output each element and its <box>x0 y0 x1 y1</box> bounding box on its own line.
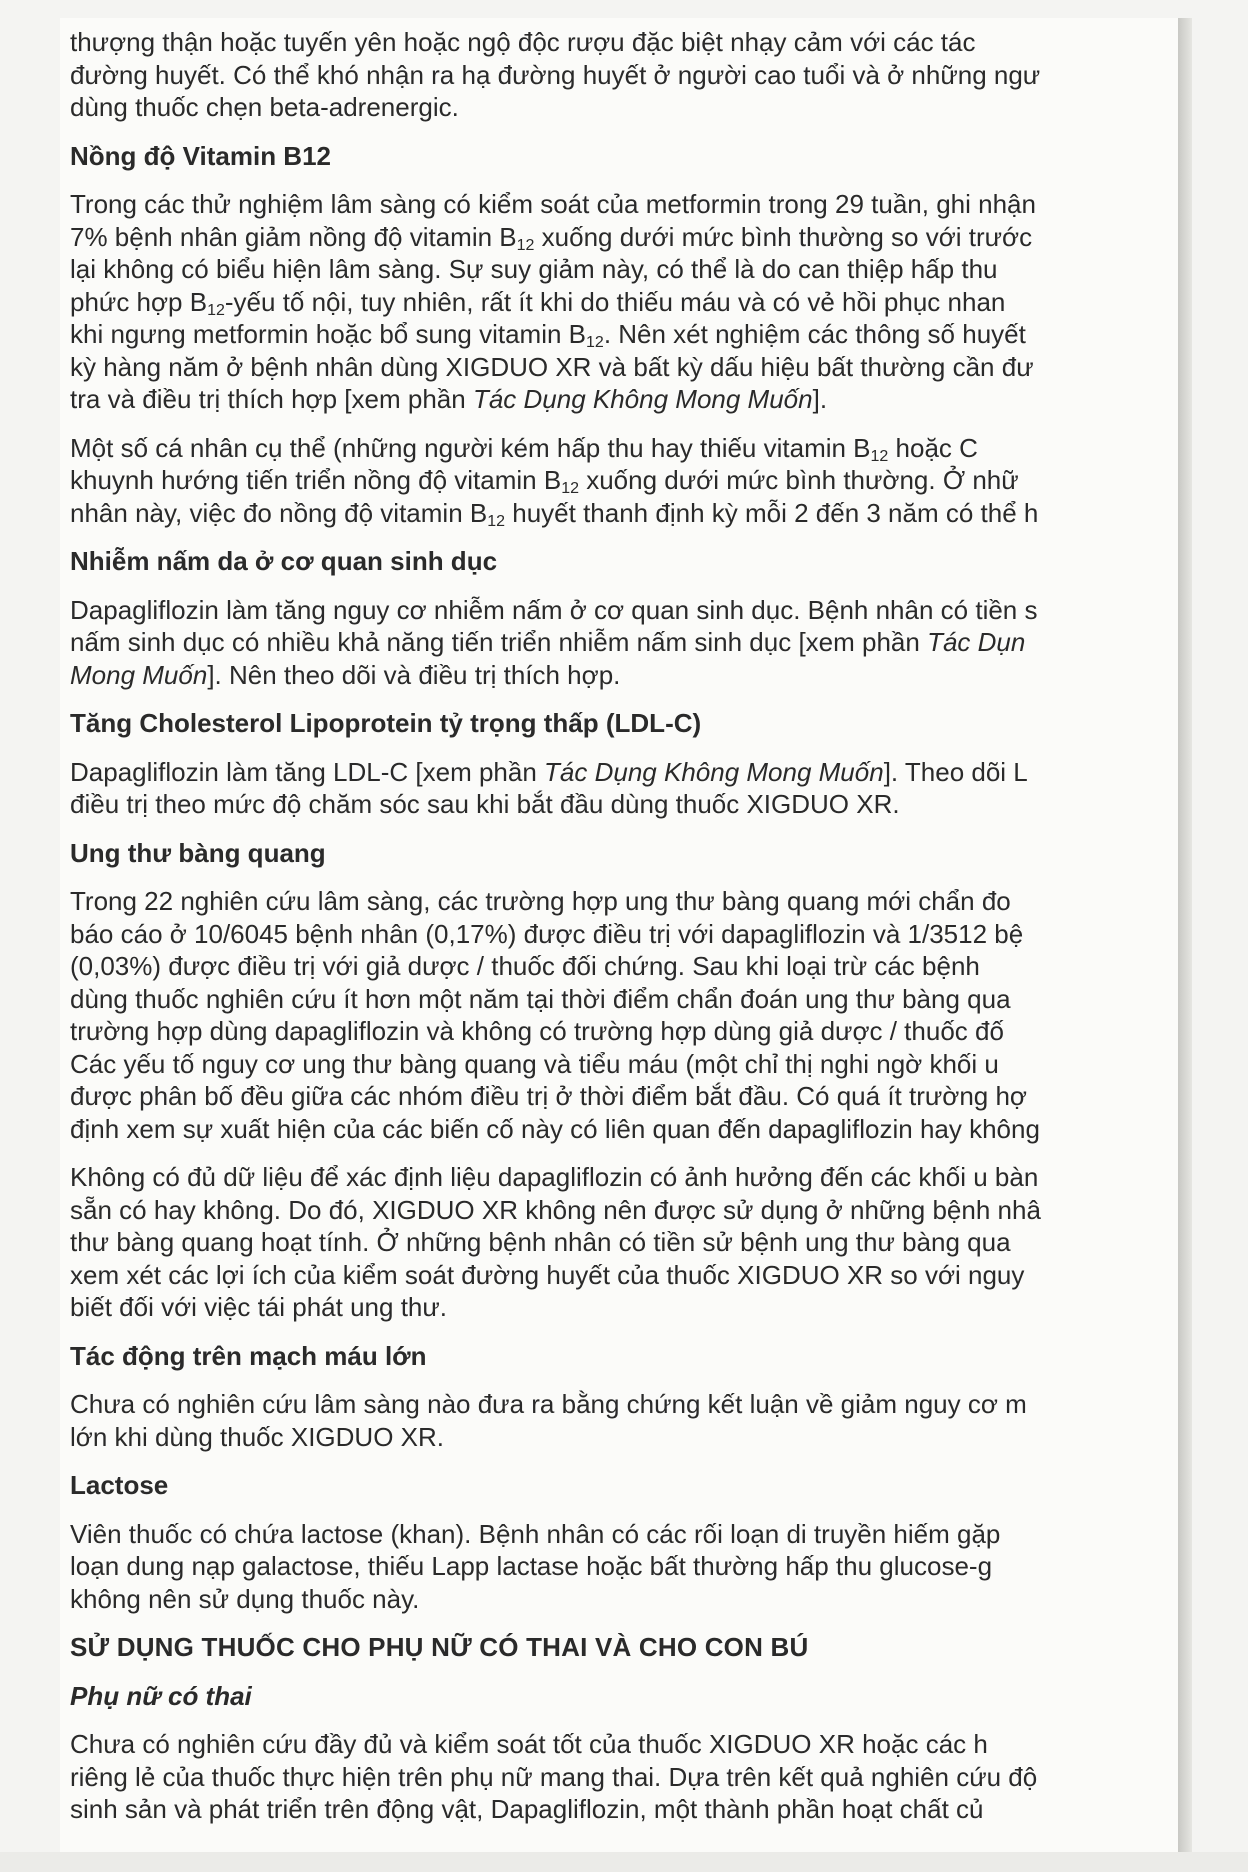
subscript: 12 <box>516 236 535 254</box>
text-line: đường huyết. Có thể khó nhận ra hạ đường huyết ở người cao tuổi và ở những ngư <box>70 59 1041 90</box>
subscript: 12 <box>207 301 225 319</box>
section-heading-pregnancy-lactation: SỬ DỤNG THUỐC CHO PHỤ NỮ CÓ THAI VÀ CHO CON BÚ <box>70 1632 809 1662</box>
page-bottom-margin <box>0 1852 1248 1872</box>
text-line: thượng thận hoặc tuyến yên hoặc ngộ độc rượu đặc biệt nhạy cảm với các tác <box>70 27 976 57</box>
subsection-heading-pregnancy: Phụ nữ có thai <box>70 1680 252 1711</box>
intro-paragraph <box>70 26 1180 124</box>
ldl-c-paragraph <box>70 756 1180 821</box>
section-heading-ldl-c: Tăng Cholesterol Lipoprotein tỷ trọng thấp (LDL-C) <box>70 708 702 738</box>
text-line: dùng thuốc nghiên cứu ít hơn một năm tại thời điểm chẩn đoán ung thư bàng qua <box>70 983 1011 1014</box>
text-fragment: 7% bệnh nhân giảm nồng độ vitamin B <box>70 221 517 252</box>
document-content <box>70 26 1180 1842</box>
section-heading-bladder-cancer: Ung thư bàng quang <box>70 837 326 868</box>
cross-reference: Mong Muốn <box>70 659 208 690</box>
text-fragment: hoặc C <box>888 432 978 463</box>
text-fragment: khi ngưng metformin hoặc bổ sung vitamin B <box>70 319 587 349</box>
text-line: Chưa có nghiên cứu lâm sàng nào đưa ra bằng chứng kết luận về giảm nguy cơ m <box>70 1389 1027 1419</box>
text-fragment: ]. <box>812 384 828 414</box>
text-line: thư bàng quang hoạt tính. Ở những bệnh nhân có tiền sử bệnh ung thư bàng qua <box>70 1227 1011 1257</box>
text-line <box>70 286 1180 319</box>
cross-reference: Tác Dụng Không Mong Muốn <box>544 756 884 787</box>
text-line <box>70 464 1180 497</box>
text-line: điều trị theo mức độ chăm sóc sau khi bắt đầu dùng thuốc XIGDUO XR. <box>70 789 900 819</box>
text-line: Viên thuốc có chứa lactose (khan). Bệnh nhân có các rối loạn di truyền hiếm gặp <box>70 1518 1001 1549</box>
text-line: trường hợp dùng dapagliflozin và không có trường hợp dùng giả dược / thuốc đố <box>70 1016 1004 1046</box>
text-line: xem xét các lợi ích của kiểm soát đường huyết của thuốc XIGDUO XR so với nguy <box>70 1259 1025 1290</box>
text-line: sẵn có hay không. Do đó, XIGDUO XR không nên được sử dụng ở những bệnh nhâ <box>70 1194 1041 1225</box>
subscript: 12 <box>561 480 579 497</box>
text-line: được phân bố đều giữa các nhóm điều trị ở thời điểm bắt đầu. Có quá ít trường hợ <box>70 1081 1027 1111</box>
text-line <box>70 383 1180 416</box>
section-heading-macrovascular: Tác động trên mạch máu lớn <box>70 1340 427 1371</box>
subscript: 12 <box>870 447 889 465</box>
text-fragment: ]. Nên theo dõi và điều trị thích hợp. <box>207 659 621 690</box>
text-line: định xem sự xuất hiện của các biến cố này có liên quan đến dapagliflozin hay không <box>70 1113 1040 1144</box>
text-line: lại không có biểu hiện lâm sàng. Sự suy giảm này, có thể là do can thiệp hấp thu <box>70 254 998 284</box>
section-heading-lactose: Lactose <box>70 1470 169 1500</box>
text-line: không nên sử dụng thuốc này. <box>70 1583 420 1614</box>
bladder-cancer-paragraph-2 <box>70 1161 1180 1324</box>
text-line: sinh sản và phát triển trên động vật, Dapagliflozin, một thành phần hoạt chất củ <box>70 1794 984 1824</box>
text-fragment: tra và điều trị thích hợp [xem phần <box>70 384 473 414</box>
text-fragment: Dapagliflozin làm tăng LDL-C [xem phần <box>70 756 545 787</box>
cross-reference: Tác Dụng Không Mong Muốn <box>472 384 813 414</box>
section-heading-vitamin-b12: Nồng độ Vitamin B12 <box>70 140 331 171</box>
bladder-cancer-paragraph-1 <box>70 885 1180 1145</box>
cross-reference: Tác Dụn <box>927 627 1026 657</box>
subscript: 12 <box>487 512 506 530</box>
vitamin-b12-paragraph-1 <box>70 188 1180 416</box>
text-line: Các yếu tố nguy cơ ung thư bàng quang và tiểu máu (một chỉ thị nghi ngờ khối u <box>70 1048 999 1079</box>
text-fragment: ]. Theo dõi L <box>883 756 1028 787</box>
text-line: biết đối với việc tái phát ung thư. <box>70 1292 447 1322</box>
text-fragment: nhân này, việc đo nồng độ vitamin B <box>70 497 488 528</box>
genital-mycotic-paragraph <box>70 594 1180 692</box>
text-line: loạn dung nạp galactose, thiếu Lapp lactase hoặc bất thường hấp thu glucose-g <box>70 1551 993 1581</box>
text-line: riêng lẻ của thuốc thực hiện trên phụ nữ mang thai. Dựa trên kết quả nghiên cứu độ <box>70 1761 1038 1792</box>
text-line <box>70 626 1180 659</box>
subscript: 12 <box>586 334 604 351</box>
page-right-edge <box>1178 18 1192 1852</box>
text-fragment: nấm sinh dục có nhiều khả năng tiến triển nhiễm nấm sinh dục [xem phần <box>70 627 928 657</box>
macrovascular-paragraph <box>70 1388 1180 1453</box>
text-line <box>70 318 1180 351</box>
text-line <box>70 432 1180 465</box>
document-page <box>60 18 1180 1852</box>
text-line <box>70 497 1180 530</box>
text-line: báo cáo ở 10/6045 bệnh nhân (0,17%) được điều trị với dapagliflozin và 1/3512 bệ <box>70 918 1024 949</box>
text-fragment: . Nên xét nghiệm các thông số huyết <box>603 319 1026 349</box>
text-line: (0,03%) được điều trị với giả dược / thuốc đối chứng. Sau khi loại trừ các bệnh <box>70 951 980 981</box>
text-line: dùng thuốc chẹn beta-adrenergic. <box>70 92 459 122</box>
section-heading-genital-mycotic: Nhiễm nấm da ở cơ quan sinh dục <box>70 546 498 576</box>
text-fragment: Một số cá nhân cụ thể (những người kém hấp thu hay thiếu vitamin B <box>70 432 871 463</box>
text-fragment: huyết thanh định kỳ mỗi 2 đến 3 năm có thể h <box>505 497 1039 528</box>
vitamin-b12-paragraph-2 <box>70 432 1180 530</box>
text-line <box>70 659 1180 692</box>
text-fragment: xuống dưới mức bình thường so với trước <box>534 221 1033 252</box>
text-line: lớn khi dùng thuốc XIGDUO XR. <box>70 1421 444 1452</box>
text-line <box>70 756 1180 789</box>
pregnancy-paragraph <box>70 1728 1180 1826</box>
text-fragment: phức hợp B <box>70 286 208 317</box>
text-line: kỳ hàng năm ở bệnh nhân dùng XIGDUO XR và bất kỳ dấu hiệu bất thường cần đư <box>70 351 1034 382</box>
text-line <box>70 221 1180 254</box>
text-fragment: -yếu tố nội, tuy nhiên, rất ít khi do thiếu máu và có vẻ hồi phục nhan <box>224 286 1006 317</box>
text-line: Trong các thử nghiệm lâm sàng có kiểm soát của metformin trong 29 tuần, ghi nhận <box>70 189 1036 219</box>
text-line: Dapagliflozin làm tăng nguy cơ nhiễm nấm ở cơ quan sinh dục. Bệnh nhân có tiền s <box>70 594 1038 625</box>
text-fragment: xuống dưới mức bình thường. Ở nhữ <box>579 465 1019 495</box>
text-line: Trong 22 nghiên cứu lâm sàng, các trường hợp ung thư bàng quang mới chẩn đo <box>70 886 1011 916</box>
text-fragment: khuynh hướng tiến triển nồng độ vitamin B <box>70 465 562 495</box>
lactose-paragraph <box>70 1518 1180 1616</box>
text-line: Không có đủ dữ liệu để xác định liệu dapagliflozin có ảnh hưởng đến các khối u bàn <box>70 1162 1039 1192</box>
text-line: Chưa có nghiên cứu đầy đủ và kiểm soát tốt của thuốc XIGDUO XR hoặc các h <box>70 1729 988 1759</box>
